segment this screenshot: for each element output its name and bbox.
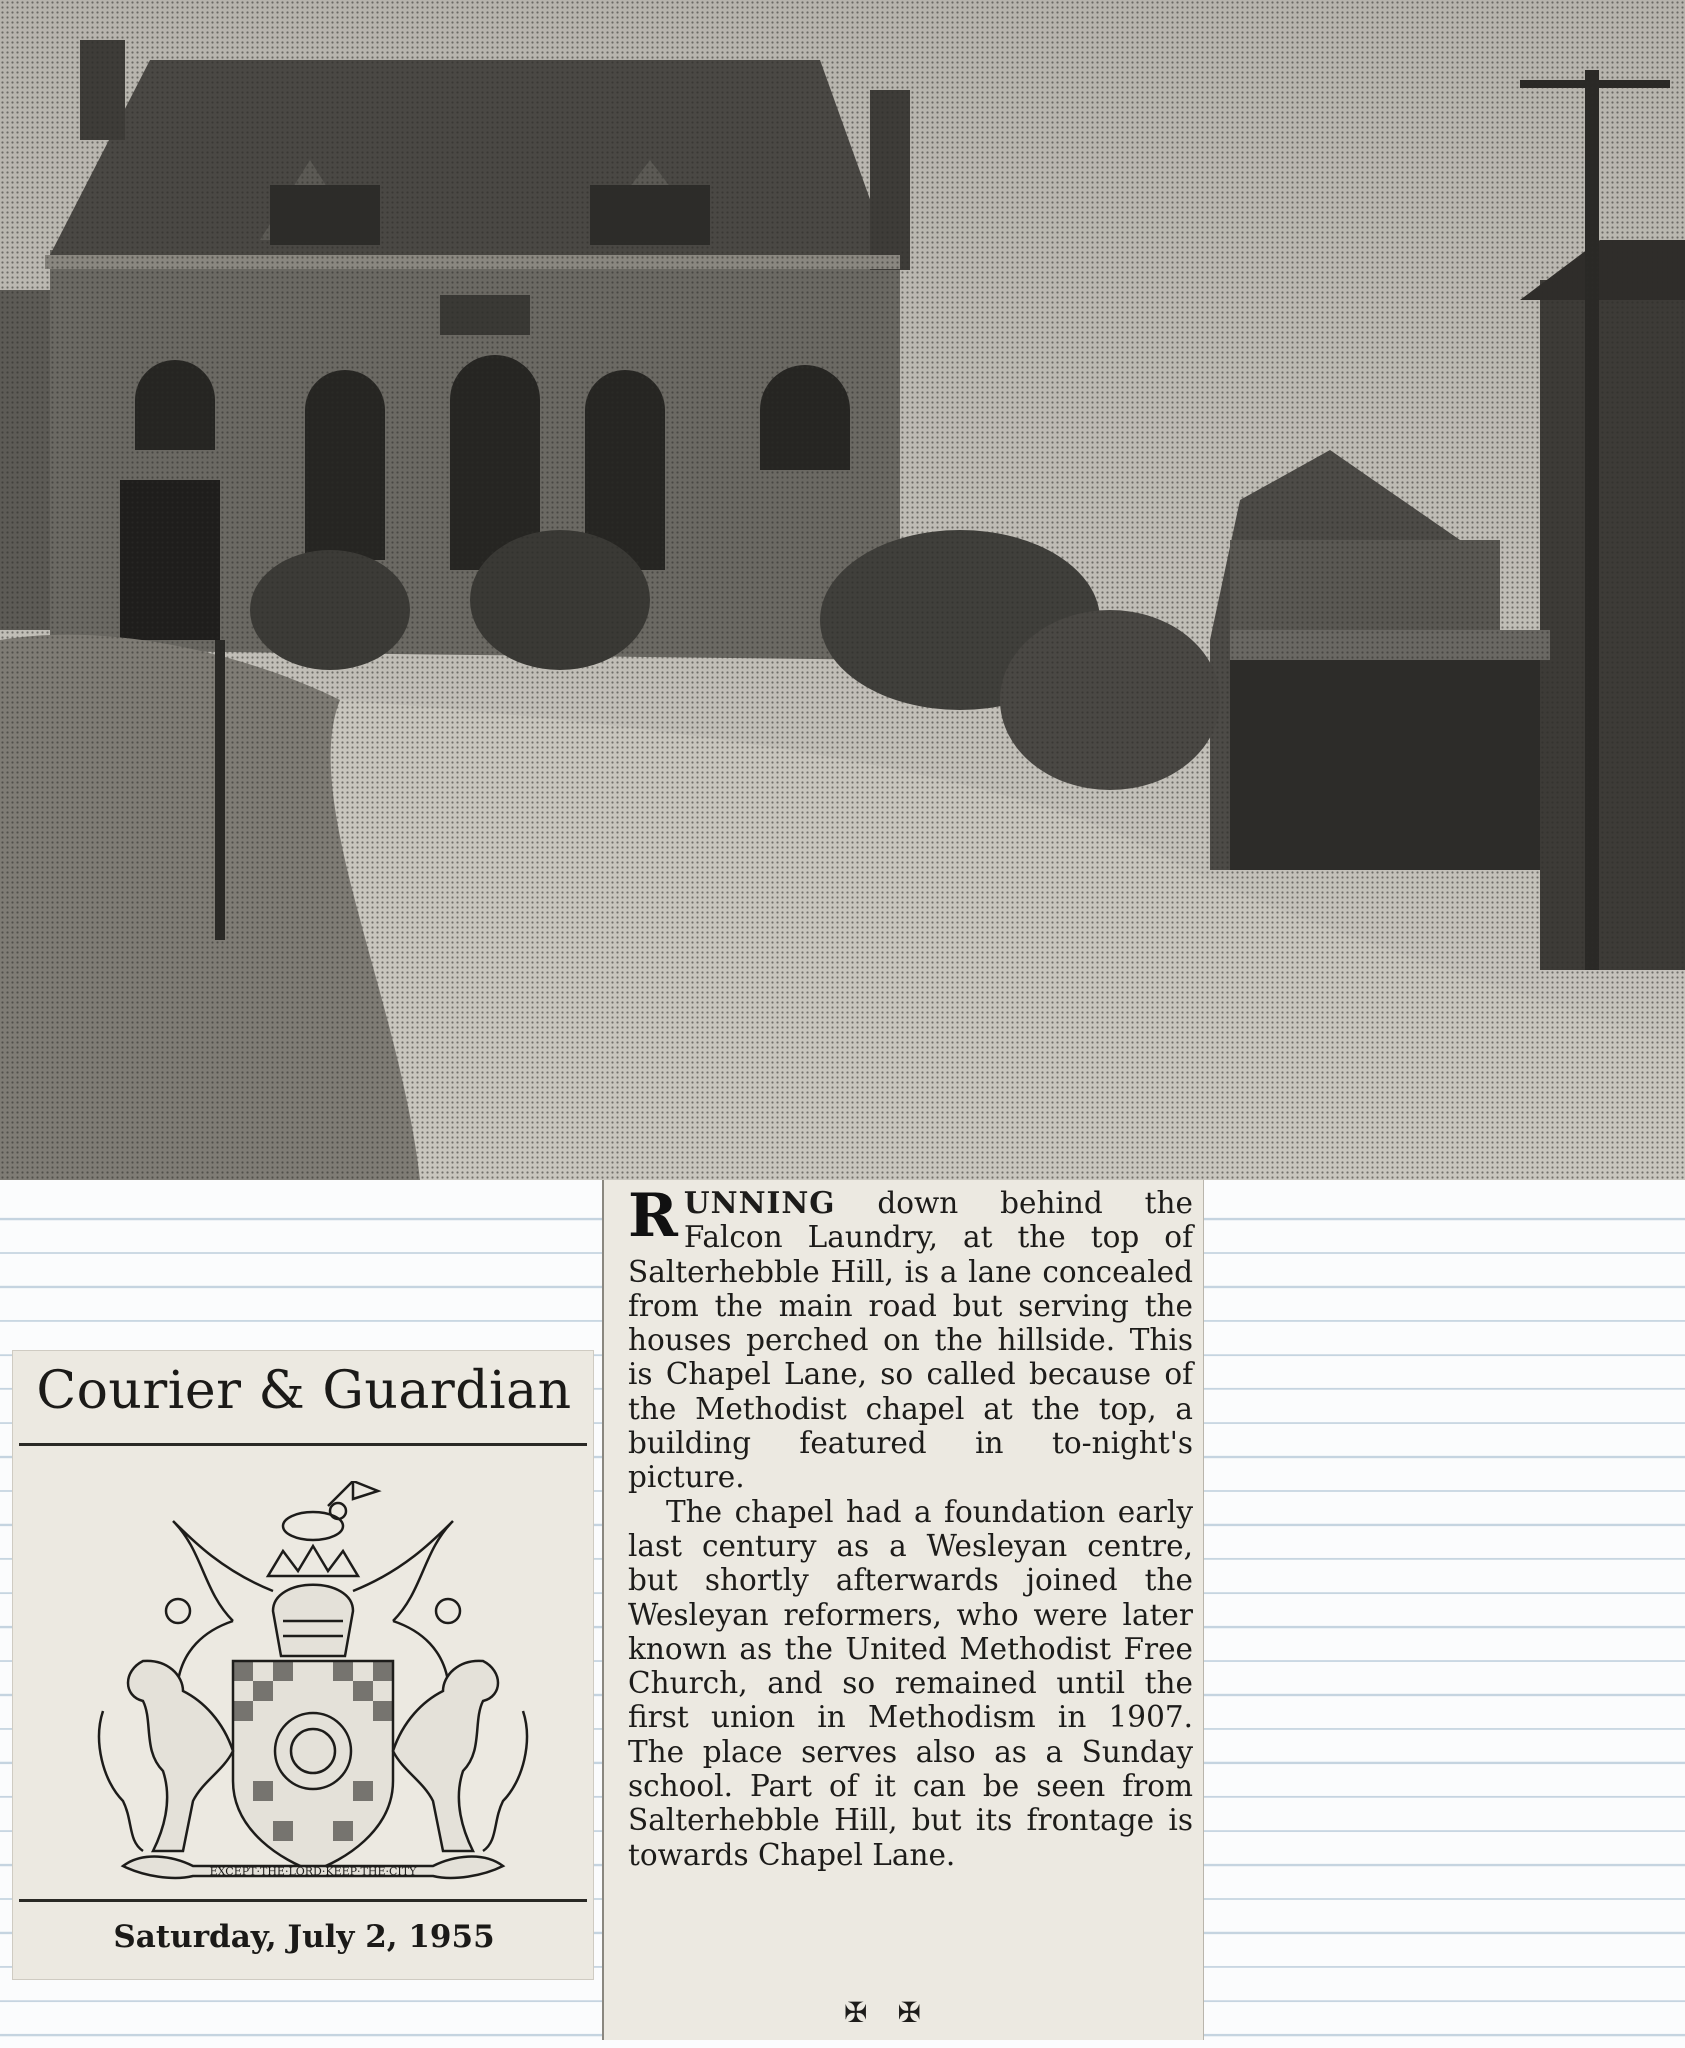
drop-cap: R — [628, 1181, 678, 1251]
divider — [19, 1899, 587, 1902]
ornament-crosses-icon: ✠✠ — [844, 1996, 951, 2029]
divider — [19, 1443, 587, 1446]
paragraph-1-text: down behind the Falcon Laundry, at the top of Salterhebble Hill, is a lane concealed from the main road but serving the houses perched on the hillside. This is Chapel Lane, so called because of the Methodist chapel at the top, a building featured in to-night's picture. — [628, 1186, 1193, 1495]
newspaper-title: Courier & Guardian — [36, 1361, 572, 1421]
coat-of-arms-icon — [83, 1481, 543, 1891]
publication-date: Saturday, July 2, 1955 — [113, 1919, 495, 1955]
motto-text: EXCEPT·THE·LORD·KEEP·THE·CITY — [209, 1865, 417, 1878]
article-paragraph-1 — [628, 1181, 1193, 1495]
article-column — [602, 1180, 1204, 2040]
lead-caps: UNNING — [683, 1185, 836, 1220]
article-paragraph-2: The chapel had a foundation early last century as a Wesleyan centre, but shortly afterwards joined the Wesleyan reformers, who were later known as the United Methodist Free Church, and so remained until the first union in Methodism in 1907. The place serves also as a Sunday school. Part of it can be seen from Salterhebble Hill, but its frontage is towards Chapel Lane. — [628, 1494, 1193, 1872]
masthead-clipping — [12, 1350, 594, 1980]
